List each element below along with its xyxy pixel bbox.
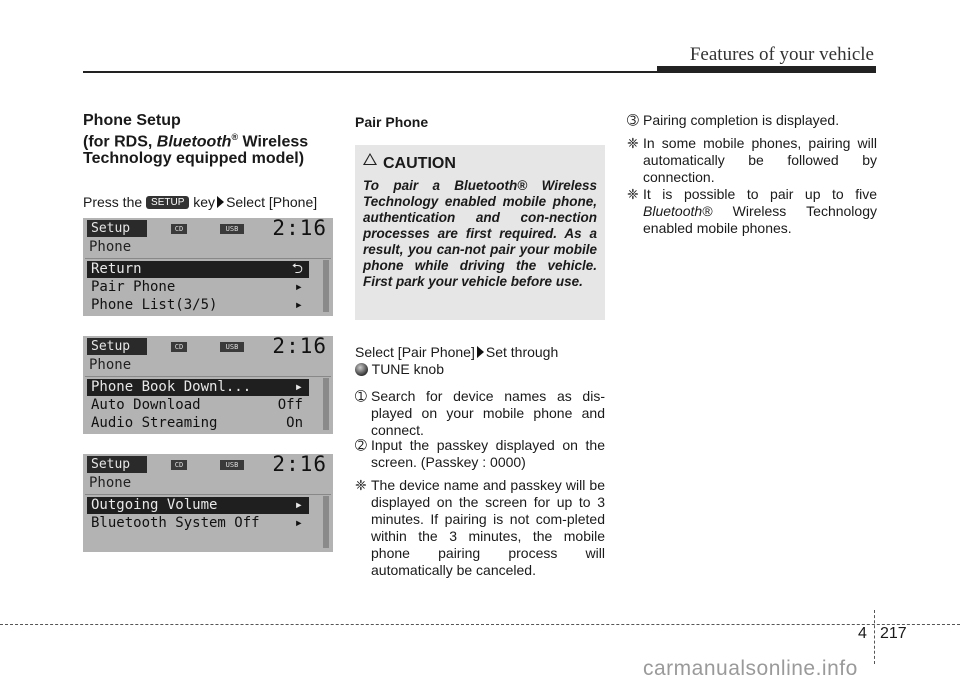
select-text2: Set through bbox=[485, 344, 559, 360]
menu-item-audio-streaming[interactable] bbox=[87, 415, 309, 432]
title-suffix: Wireless bbox=[238, 133, 309, 151]
step-text: Input the passkey displayed on the screen. (Passkey : 0000) bbox=[371, 437, 605, 470]
menu-item-phone-book-download[interactable] bbox=[87, 379, 309, 396]
tune-text: TUNE knob bbox=[371, 361, 444, 377]
watermark: carmanualsonline.info bbox=[643, 657, 858, 680]
scrollbar bbox=[323, 378, 329, 430]
press-instruction bbox=[83, 194, 343, 210]
screen-divider bbox=[85, 376, 331, 377]
screen-phone-menu bbox=[83, 218, 333, 316]
page-number: 217 bbox=[880, 625, 907, 642]
screen-phone-heading: Phone bbox=[89, 475, 132, 491]
caution-text: To pair a Bluetooth® Wireless Technology enabled mobile phone, authentication and con-nection processes are first required. As a result, you can-not pair your mobile phone while driving the vehicle. First park your vehicle before use. bbox=[363, 178, 597, 289]
menu-item-label: Outgoing Volume bbox=[91, 497, 218, 513]
note-five-phones bbox=[627, 186, 877, 237]
usb-indicator: USB bbox=[220, 224, 244, 234]
arrow-right-icon bbox=[477, 346, 484, 358]
arrow-right-icon bbox=[217, 196, 224, 208]
section-title-line3: Technology equipped model) bbox=[83, 150, 305, 168]
press-action: Select [Phone] bbox=[226, 194, 318, 210]
tune-knob-icon bbox=[355, 363, 368, 376]
screen-clock: 2:16 bbox=[272, 452, 327, 476]
header-bar bbox=[657, 66, 876, 73]
screen-volume-menu bbox=[83, 454, 333, 552]
pair-phone-title: Pair Phone bbox=[355, 114, 429, 130]
step-marker: ➀ bbox=[355, 388, 367, 404]
note-text bbox=[643, 186, 877, 237]
scrollbar bbox=[323, 496, 329, 548]
step-1 bbox=[355, 388, 605, 439]
screen-clock: 2:16 bbox=[272, 216, 327, 240]
section-title-line1: Phone Setup bbox=[83, 112, 181, 129]
usb-indicator: USB bbox=[220, 342, 244, 352]
screen-phone-heading: Phone bbox=[89, 239, 132, 255]
setting-value: Off bbox=[277, 397, 303, 413]
select-instruction bbox=[355, 344, 605, 378]
warning-icon bbox=[363, 153, 377, 165]
menu-item-phone-list[interactable] bbox=[87, 297, 309, 314]
title-prefix: (for RDS, bbox=[83, 133, 157, 151]
step-text: Pairing completion is displayed. bbox=[643, 112, 840, 128]
menu-item-label: Audio Streaming bbox=[91, 415, 218, 431]
note-marker: ❈ bbox=[627, 135, 639, 151]
note-text: In some mobile phones, pairing will automatically be followed by connection. bbox=[643, 135, 877, 185]
note-marker: ❈ bbox=[627, 186, 639, 202]
screen-setup-label: Setup bbox=[87, 456, 147, 473]
header-rule bbox=[83, 71, 657, 73]
cd-indicator: CD bbox=[171, 224, 187, 234]
caution-heading: CAUTION bbox=[383, 155, 456, 172]
note-bluetooth: Bluetooth® bbox=[643, 203, 713, 219]
screen-phone-heading: Phone bbox=[89, 357, 132, 373]
title-bluetooth: Bluetooth bbox=[156, 133, 232, 151]
step-text: Search for device names as dis-played on your mobile phone and connect. bbox=[371, 388, 605, 438]
note-prefix: It is possible to pair up to five bbox=[643, 186, 877, 202]
menu-item-auto-download[interactable] bbox=[87, 397, 309, 414]
menu-item-label: Phone List(3/5) bbox=[91, 297, 218, 313]
press-key: key bbox=[189, 194, 216, 210]
note-marker: ❈ bbox=[355, 477, 367, 493]
menu-item-label: Pair Phone bbox=[91, 279, 176, 295]
note-auto-connect bbox=[627, 135, 877, 186]
step-marker: ➁ bbox=[355, 437, 367, 453]
title-registered: ® bbox=[231, 132, 239, 142]
cd-indicator: CD bbox=[171, 460, 187, 470]
chevron-right-icon: ▸ bbox=[294, 279, 303, 295]
chapter-number: 4 bbox=[858, 625, 867, 642]
screen-divider bbox=[85, 258, 331, 259]
note-text: The device name and passkey will be displayed on the screen for up to 3 minutes. If pairing is not com-pleted within the 3 minutes, the mobile phone pairing process will automatically be canceled. bbox=[371, 477, 605, 578]
screen-setup-label: Setup bbox=[87, 338, 147, 355]
caution-box bbox=[355, 145, 605, 320]
step-3 bbox=[627, 112, 877, 129]
setup-key-chip: SETUP bbox=[146, 196, 189, 209]
screen-clock: 2:16 bbox=[272, 334, 327, 358]
note-timeout bbox=[355, 477, 605, 579]
cd-indicator: CD bbox=[171, 342, 187, 352]
screen-divider bbox=[85, 494, 331, 495]
menu-item-outgoing-volume[interactable] bbox=[87, 497, 309, 514]
menu-item-return[interactable] bbox=[87, 261, 309, 278]
note-suffix: Wireless Technology enabled mobile phones. bbox=[643, 203, 877, 236]
select-text: Select [Pair Phone] bbox=[355, 344, 475, 360]
menu-item-label: Auto Download bbox=[91, 397, 201, 413]
scrollbar bbox=[323, 260, 329, 312]
step-2 bbox=[355, 437, 605, 471]
menu-item-label: Phone Book Downl... bbox=[91, 379, 252, 395]
menu-item-pair-phone[interactable] bbox=[87, 279, 309, 296]
step-marker: ➂ bbox=[627, 112, 639, 128]
chevron-right-icon: ▸ bbox=[294, 379, 303, 395]
footer-vertical-rule bbox=[874, 610, 875, 664]
setting-value: On bbox=[286, 415, 303, 431]
section-title bbox=[83, 112, 343, 167]
section-title-line2 bbox=[83, 129, 343, 150]
page-header-title: Features of your vehicle bbox=[689, 44, 874, 65]
menu-item-label: Bluetooth System Off bbox=[91, 515, 260, 531]
chevron-right-icon: ▸ bbox=[294, 515, 303, 531]
usb-indicator: USB bbox=[220, 460, 244, 470]
footer-dashed-rule bbox=[0, 624, 960, 625]
screen-setup-label: Setup bbox=[87, 220, 147, 237]
chevron-right-icon: ▸ bbox=[294, 297, 303, 313]
menu-item-bluetooth-system-off[interactable] bbox=[87, 515, 309, 532]
press-prefix: Press the bbox=[83, 194, 147, 210]
screen-phone-book-menu bbox=[83, 336, 333, 434]
return-icon: ⮌ bbox=[291, 261, 303, 277]
chevron-right-icon: ▸ bbox=[294, 497, 303, 513]
menu-item-label: Return bbox=[91, 261, 142, 277]
